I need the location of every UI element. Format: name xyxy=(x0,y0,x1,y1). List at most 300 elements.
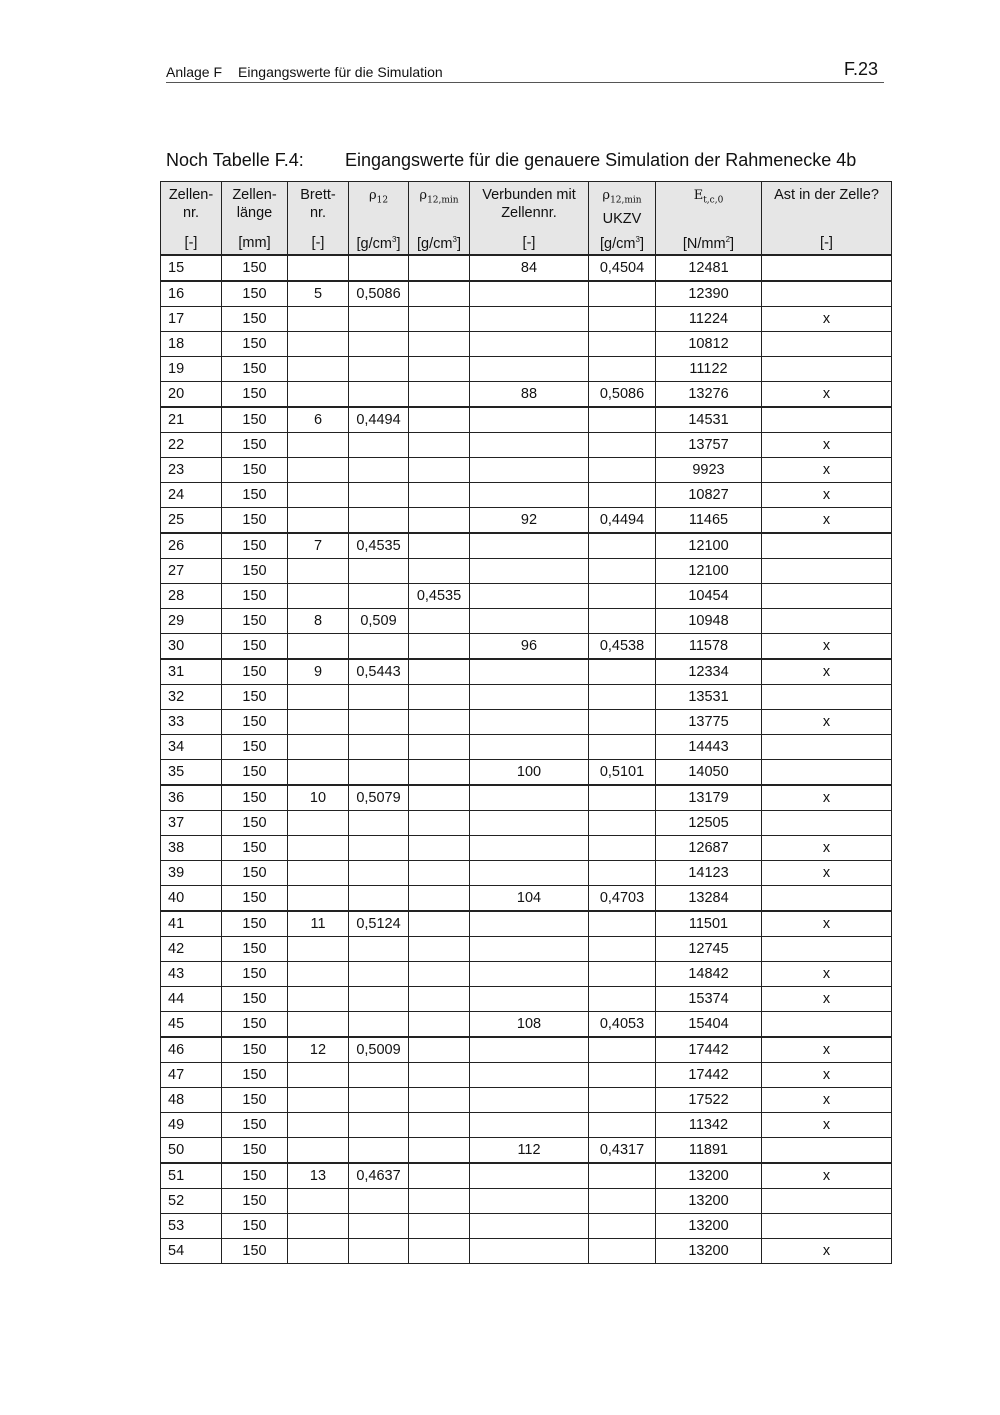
cell-etc0: 13200 xyxy=(656,1239,762,1264)
cell-zellenlaenge: 150 xyxy=(222,407,288,433)
table-row xyxy=(161,609,892,634)
cell-rho12 xyxy=(349,962,409,987)
cell-brettnr xyxy=(288,584,349,609)
col-header-rho12min-ukzv: $\rho_{12,min}$ UKZV xyxy=(589,182,656,233)
cell-etc0: 12334 xyxy=(656,659,762,685)
header-left xyxy=(166,64,443,80)
cell-verbunden xyxy=(470,483,589,508)
cell-verbunden xyxy=(470,962,589,987)
cell-etc0: 10948 xyxy=(656,609,762,634)
cell-zellennr: 24 xyxy=(161,483,222,508)
cell-zellenlaenge: 150 xyxy=(222,1214,288,1239)
cell-zellenlaenge: 150 xyxy=(222,735,288,760)
cell-zellenlaenge: 150 xyxy=(222,533,288,559)
table-row xyxy=(161,559,892,584)
cell-brettnr: 7 xyxy=(288,533,349,559)
cell-ast: x xyxy=(762,1063,892,1088)
cell-brettnr xyxy=(288,760,349,786)
cell-verbunden xyxy=(470,1037,589,1063)
cell-rho12min xyxy=(409,987,470,1012)
cell-zellenlaenge: 150 xyxy=(222,1113,288,1138)
cell-ast: x xyxy=(762,1088,892,1113)
cell-rho12min-ukzv xyxy=(589,685,656,710)
cell-verbunden: 112 xyxy=(470,1138,589,1164)
cell-rho12 xyxy=(349,458,409,483)
table-row xyxy=(161,382,892,408)
cell-brettnr xyxy=(288,1012,349,1038)
cell-rho12 xyxy=(349,1088,409,1113)
cell-brettnr xyxy=(288,811,349,836)
cell-rho12: 0,4637 xyxy=(349,1163,409,1189)
cell-rho12min xyxy=(409,1113,470,1138)
table-row xyxy=(161,760,892,786)
cell-etc0: 11122 xyxy=(656,357,762,382)
table-row xyxy=(161,307,892,332)
cell-rho12 xyxy=(349,559,409,584)
cell-verbunden xyxy=(470,987,589,1012)
cell-verbunden xyxy=(470,332,589,357)
cell-rho12min xyxy=(409,609,470,634)
cell-rho12min xyxy=(409,1138,470,1164)
cell-rho12min xyxy=(409,1189,470,1214)
col-header-brettnr: Brett- nr. xyxy=(288,182,349,233)
cell-zellenlaenge: 150 xyxy=(222,559,288,584)
cell-rho12min xyxy=(409,357,470,382)
cell-brettnr xyxy=(288,634,349,660)
table-row xyxy=(161,811,892,836)
cell-rho12min-ukzv xyxy=(589,861,656,886)
cell-ast: x xyxy=(762,710,892,735)
cell-rho12min xyxy=(409,659,470,685)
cell-rho12min xyxy=(409,911,470,937)
cell-rho12min xyxy=(409,1063,470,1088)
cell-zellennr: 39 xyxy=(161,861,222,886)
cell-ast: x xyxy=(762,659,892,685)
cell-zellennr: 38 xyxy=(161,836,222,861)
cell-verbunden xyxy=(470,1214,589,1239)
cell-ast: x xyxy=(762,508,892,534)
unit-zellenlaenge: [mm] xyxy=(222,232,288,255)
cell-brettnr xyxy=(288,382,349,408)
table-row xyxy=(161,1239,892,1264)
cell-rho12: 0,5443 xyxy=(349,659,409,685)
cell-brettnr xyxy=(288,987,349,1012)
unit-verbunden: [-] xyxy=(470,232,589,255)
unit-zellennr: [-] xyxy=(161,232,222,255)
cell-ast: x xyxy=(762,785,892,811)
cell-ast: x xyxy=(762,836,892,861)
cell-rho12min-ukzv: 0,4504 xyxy=(589,255,656,281)
cell-rho12: 0,5009 xyxy=(349,1037,409,1063)
cell-zellenlaenge: 150 xyxy=(222,987,288,1012)
cell-rho12min xyxy=(409,255,470,281)
cell-zellennr: 31 xyxy=(161,659,222,685)
cell-zellenlaenge: 150 xyxy=(222,811,288,836)
cell-brettnr: 5 xyxy=(288,281,349,307)
cell-zellenlaenge: 150 xyxy=(222,1012,288,1038)
cell-etc0: 17442 xyxy=(656,1063,762,1088)
cell-rho12min xyxy=(409,886,470,912)
cell-rho12min-ukzv xyxy=(589,1113,656,1138)
cell-ast xyxy=(762,1214,892,1239)
table-row xyxy=(161,937,892,962)
table-row xyxy=(161,1113,892,1138)
cell-rho12min xyxy=(409,785,470,811)
table-row xyxy=(161,886,892,912)
cell-rho12min-ukzv xyxy=(589,1163,656,1189)
cell-brettnr xyxy=(288,1088,349,1113)
cell-etc0: 13757 xyxy=(656,433,762,458)
cell-rho12min xyxy=(409,735,470,760)
cell-rho12min-ukzv xyxy=(589,559,656,584)
cell-etc0: 14443 xyxy=(656,735,762,760)
cell-zellennr: 51 xyxy=(161,1163,222,1189)
cell-zellennr: 23 xyxy=(161,458,222,483)
cell-etc0: 11342 xyxy=(656,1113,762,1138)
cell-etc0: 11891 xyxy=(656,1138,762,1164)
cell-zellennr: 34 xyxy=(161,735,222,760)
cell-brettnr xyxy=(288,735,349,760)
cell-rho12min-ukzv: 0,4538 xyxy=(589,634,656,660)
cell-rho12min-ukzv xyxy=(589,281,656,307)
cell-zellenlaenge: 150 xyxy=(222,1239,288,1264)
cell-zellenlaenge: 150 xyxy=(222,785,288,811)
col-header-ast: Ast in der Zelle? xyxy=(762,182,892,233)
cell-rho12min-ukzv xyxy=(589,937,656,962)
table-row xyxy=(161,508,892,534)
cell-brettnr xyxy=(288,1214,349,1239)
cell-zellennr: 21 xyxy=(161,407,222,433)
cell-verbunden: 104 xyxy=(470,886,589,912)
cell-zellennr: 20 xyxy=(161,382,222,408)
cell-rho12min-ukzv xyxy=(589,962,656,987)
cell-brettnr xyxy=(288,307,349,332)
cell-zellenlaenge: 150 xyxy=(222,1163,288,1189)
cell-brettnr xyxy=(288,1113,349,1138)
cell-zellenlaenge: 150 xyxy=(222,1037,288,1063)
table-row xyxy=(161,407,892,433)
cell-ast xyxy=(762,255,892,281)
cell-rho12min xyxy=(409,508,470,534)
cell-rho12 xyxy=(349,836,409,861)
cell-rho12min xyxy=(409,382,470,408)
cell-etc0: 10827 xyxy=(656,483,762,508)
cell-rho12min xyxy=(409,1239,470,1264)
table-row xyxy=(161,255,892,281)
cell-zellennr: 22 xyxy=(161,433,222,458)
cell-etc0: 14050 xyxy=(656,760,762,786)
data-table xyxy=(160,181,892,1264)
cell-zellennr: 30 xyxy=(161,634,222,660)
col-header-zellenlaenge: Zellen- länge xyxy=(222,182,288,233)
table-row xyxy=(161,861,892,886)
cell-verbunden xyxy=(470,1088,589,1113)
cell-etc0: 13179 xyxy=(656,785,762,811)
cell-rho12min xyxy=(409,281,470,307)
col-header-etc0: $E_{t,c,0}$ xyxy=(656,182,762,233)
cell-zellenlaenge: 150 xyxy=(222,255,288,281)
cell-rho12min-ukzv xyxy=(589,836,656,861)
cell-brettnr xyxy=(288,962,349,987)
cell-rho12min-ukzv xyxy=(589,911,656,937)
cell-brettnr: 6 xyxy=(288,407,349,433)
cell-verbunden xyxy=(470,533,589,559)
cell-verbunden xyxy=(470,659,589,685)
cell-ast xyxy=(762,281,892,307)
cell-zellenlaenge: 150 xyxy=(222,911,288,937)
cell-etc0: 17522 xyxy=(656,1088,762,1113)
unit-rho12min: $[g/cm^3]$ xyxy=(409,232,470,255)
cell-ast: x xyxy=(762,433,892,458)
table-row xyxy=(161,584,892,609)
cell-rho12min xyxy=(409,332,470,357)
cell-rho12min xyxy=(409,1037,470,1063)
cell-brettnr: 12 xyxy=(288,1037,349,1063)
cell-etc0: 13200 xyxy=(656,1189,762,1214)
cell-rho12min xyxy=(409,433,470,458)
cell-zellenlaenge: 150 xyxy=(222,382,288,408)
table-row xyxy=(161,357,892,382)
table-row xyxy=(161,987,892,1012)
unit-brettnr: [-] xyxy=(288,232,349,255)
cell-zellennr: 18 xyxy=(161,332,222,357)
cell-rho12min xyxy=(409,533,470,559)
cell-rho12min xyxy=(409,811,470,836)
cell-ast: x xyxy=(762,382,892,408)
caption-title: Eingangswerte für die genauere Simulation der Rahmenecke 4b xyxy=(345,150,857,170)
cell-ast xyxy=(762,533,892,559)
cell-ast: x xyxy=(762,634,892,660)
cell-zellenlaenge: 150 xyxy=(222,1189,288,1214)
cell-etc0: 14842 xyxy=(656,962,762,987)
cell-rho12 xyxy=(349,886,409,912)
cell-rho12min xyxy=(409,1214,470,1239)
cell-brettnr: 9 xyxy=(288,659,349,685)
cell-zellennr: 50 xyxy=(161,1138,222,1164)
cell-zellennr: 46 xyxy=(161,1037,222,1063)
cell-zellennr: 19 xyxy=(161,357,222,382)
cell-brettnr xyxy=(288,886,349,912)
cell-rho12min-ukzv xyxy=(589,1037,656,1063)
cell-etc0: 13276 xyxy=(656,382,762,408)
cell-zellennr: 35 xyxy=(161,760,222,786)
cell-ast xyxy=(762,937,892,962)
table-row xyxy=(161,659,892,685)
cell-brettnr xyxy=(288,508,349,534)
cell-etc0: 17442 xyxy=(656,1037,762,1063)
cell-rho12: 0,4535 xyxy=(349,533,409,559)
cell-zellenlaenge: 150 xyxy=(222,357,288,382)
cell-ast xyxy=(762,886,892,912)
cell-etc0: 12745 xyxy=(656,937,762,962)
cell-zellennr: 29 xyxy=(161,609,222,634)
cell-ast: x xyxy=(762,1037,892,1063)
col-header-zellennr: Zellen- nr. xyxy=(161,182,222,233)
cell-zellennr: 42 xyxy=(161,937,222,962)
cell-rho12 xyxy=(349,382,409,408)
cell-rho12 xyxy=(349,1113,409,1138)
cell-verbunden xyxy=(470,836,589,861)
cell-ast: x xyxy=(762,861,892,886)
cell-rho12 xyxy=(349,433,409,458)
cell-ast xyxy=(762,685,892,710)
cell-rho12 xyxy=(349,987,409,1012)
cell-etc0: 12687 xyxy=(656,836,762,861)
table-caption xyxy=(166,150,857,171)
cell-ast xyxy=(762,407,892,433)
cell-rho12min-ukzv: 0,4703 xyxy=(589,886,656,912)
cell-rho12 xyxy=(349,1189,409,1214)
cell-etc0: 12481 xyxy=(656,255,762,281)
cell-brettnr: 10 xyxy=(288,785,349,811)
cell-verbunden: 108 xyxy=(470,1012,589,1038)
cell-verbunden xyxy=(470,1113,589,1138)
cell-rho12 xyxy=(349,685,409,710)
cell-ast: x xyxy=(762,987,892,1012)
cell-rho12min xyxy=(409,861,470,886)
cell-verbunden xyxy=(470,1163,589,1189)
unit-etc0: $[N/mm^2]$ xyxy=(656,232,762,255)
cell-verbunden xyxy=(470,357,589,382)
cell-brettnr xyxy=(288,1239,349,1264)
cell-brettnr xyxy=(288,1189,349,1214)
cell-etc0: 11578 xyxy=(656,634,762,660)
cell-verbunden: 92 xyxy=(470,508,589,534)
cell-ast xyxy=(762,559,892,584)
caption-label: Noch Tabelle F.4: xyxy=(166,150,304,170)
cell-ast: x xyxy=(762,1239,892,1264)
cell-rho12 xyxy=(349,1063,409,1088)
cell-verbunden xyxy=(470,937,589,962)
cell-rho12min-ukzv xyxy=(589,1189,656,1214)
cell-rho12min-ukzv xyxy=(589,811,656,836)
cell-zellennr: 15 xyxy=(161,255,222,281)
table-row xyxy=(161,785,892,811)
cell-brettnr xyxy=(288,483,349,508)
cell-etc0: 14531 xyxy=(656,407,762,433)
cell-verbunden xyxy=(470,861,589,886)
cell-brettnr: 8 xyxy=(288,609,349,634)
table-row xyxy=(161,1189,892,1214)
cell-zellenlaenge: 150 xyxy=(222,433,288,458)
cell-rho12min-ukzv xyxy=(589,1239,656,1264)
cell-ast xyxy=(762,1189,892,1214)
cell-rho12 xyxy=(349,508,409,534)
cell-zellenlaenge: 150 xyxy=(222,1138,288,1164)
cell-ast xyxy=(762,1138,892,1164)
cell-etc0: 12390 xyxy=(656,281,762,307)
cell-zellenlaenge: 150 xyxy=(222,861,288,886)
cell-zellennr: 17 xyxy=(161,307,222,332)
unit-rho12min-ukzv: $[g/cm^3]$ xyxy=(589,232,656,255)
cell-verbunden xyxy=(470,609,589,634)
header-anlage: Anlage F xyxy=(166,64,223,80)
cell-etc0: 11465 xyxy=(656,508,762,534)
col-header-verbunden: Verbunden mit Zellennr. xyxy=(470,182,589,233)
col-header-rho12min: $\rho_{12,min}$ xyxy=(409,182,470,233)
cell-zellenlaenge: 150 xyxy=(222,281,288,307)
cell-brettnr xyxy=(288,1063,349,1088)
cell-zellenlaenge: 150 xyxy=(222,1063,288,1088)
cell-verbunden xyxy=(470,911,589,937)
table-row xyxy=(161,332,892,357)
cell-rho12 xyxy=(349,483,409,508)
cell-rho12: 0,5124 xyxy=(349,911,409,937)
cell-rho12min-ukzv xyxy=(589,735,656,760)
cell-verbunden xyxy=(470,1239,589,1264)
page-number: F.23 xyxy=(843,59,878,79)
cell-ast xyxy=(762,332,892,357)
cell-zellenlaenge: 150 xyxy=(222,307,288,332)
cell-zellenlaenge: 150 xyxy=(222,962,288,987)
cell-rho12min-ukzv: 0,5101 xyxy=(589,760,656,786)
cell-verbunden: 84 xyxy=(470,255,589,281)
cell-etc0: 9923 xyxy=(656,458,762,483)
cell-rho12min-ukzv xyxy=(589,785,656,811)
cell-rho12min-ukzv xyxy=(589,584,656,609)
cell-etc0: 13531 xyxy=(656,685,762,710)
cell-brettnr xyxy=(288,357,349,382)
cell-etc0: 12505 xyxy=(656,811,762,836)
cell-rho12min-ukzv xyxy=(589,710,656,735)
cell-verbunden xyxy=(470,433,589,458)
cell-verbunden xyxy=(470,584,589,609)
table-row xyxy=(161,710,892,735)
cell-verbunden: 96 xyxy=(470,634,589,660)
cell-rho12min-ukzv xyxy=(589,332,656,357)
cell-rho12 xyxy=(349,811,409,836)
cell-rho12min xyxy=(409,962,470,987)
cell-rho12min xyxy=(409,458,470,483)
table-row xyxy=(161,1163,892,1189)
cell-brettnr xyxy=(288,685,349,710)
cell-rho12min-ukzv xyxy=(589,357,656,382)
cell-zellenlaenge: 150 xyxy=(222,508,288,534)
unit-ast: [-] xyxy=(762,232,892,255)
cell-rho12min-ukzv xyxy=(589,987,656,1012)
cell-zellennr: 49 xyxy=(161,1113,222,1138)
cell-rho12min-ukzv xyxy=(589,433,656,458)
cell-verbunden: 100 xyxy=(470,760,589,786)
cell-zellennr: 36 xyxy=(161,785,222,811)
cell-zellennr: 28 xyxy=(161,584,222,609)
cell-brettnr xyxy=(288,559,349,584)
cell-rho12 xyxy=(349,861,409,886)
cell-brettnr xyxy=(288,458,349,483)
cell-verbunden xyxy=(470,735,589,760)
cell-rho12min xyxy=(409,483,470,508)
cell-brettnr xyxy=(288,937,349,962)
cell-rho12min-ukzv xyxy=(589,609,656,634)
table-row xyxy=(161,735,892,760)
cell-rho12min-ukzv xyxy=(589,483,656,508)
cell-brettnr xyxy=(288,332,349,357)
cell-zellennr: 16 xyxy=(161,281,222,307)
cell-rho12min xyxy=(409,937,470,962)
cell-zellenlaenge: 150 xyxy=(222,836,288,861)
cell-verbunden: 88 xyxy=(470,382,589,408)
cell-rho12 xyxy=(349,1239,409,1264)
cell-zellennr: 37 xyxy=(161,811,222,836)
cell-rho12 xyxy=(349,937,409,962)
cell-verbunden xyxy=(470,811,589,836)
cell-rho12: 0,4494 xyxy=(349,407,409,433)
cell-etc0: 14123 xyxy=(656,861,762,886)
cell-etc0: 11224 xyxy=(656,307,762,332)
cell-rho12min-ukzv xyxy=(589,1214,656,1239)
cell-verbunden xyxy=(470,559,589,584)
table-row xyxy=(161,433,892,458)
